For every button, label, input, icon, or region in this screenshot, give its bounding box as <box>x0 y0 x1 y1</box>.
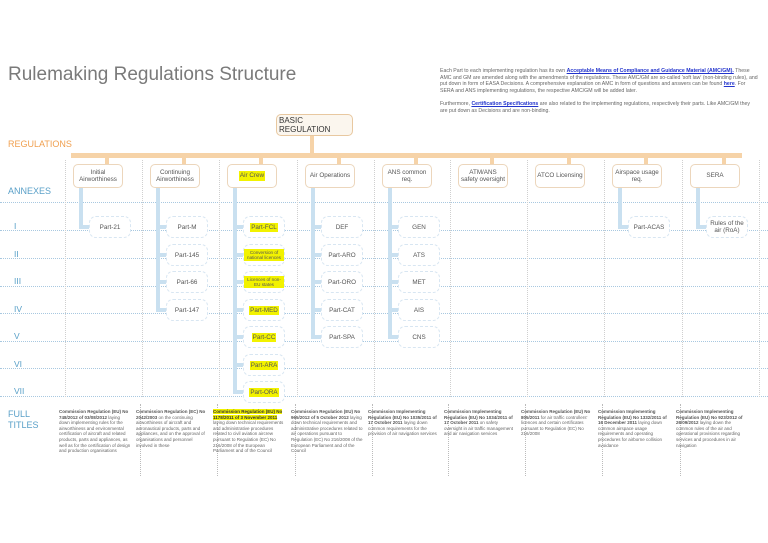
annex-row-label-vii: VII <box>14 386 25 396</box>
column-divider <box>374 160 375 397</box>
annex-row-label-v: V <box>14 331 20 341</box>
regulation-name: Initial Airworthiness <box>79 168 117 183</box>
part-label: Part-MED <box>250 306 278 314</box>
certification-specifications-link[interactable]: Certification Specifications <box>471 101 539 107</box>
column-divider <box>65 160 66 397</box>
annex-row-divider <box>0 368 768 369</box>
part-def[interactable] <box>321 216 363 238</box>
part-gen[interactable] <box>398 216 440 238</box>
column-divider <box>219 160 220 397</box>
part-label: Part-CAT <box>329 306 355 314</box>
annex-row-label-i: I <box>14 221 17 231</box>
amc-gm-link[interactable]: Acceptable Means of Compliance and Guidance Material (AMC/GM). <box>566 68 734 74</box>
part-label: MET <box>412 278 426 286</box>
cs-note-text-a: Furthermore, <box>440 101 470 107</box>
part-label: Rules of the air (RoA) <box>710 220 744 234</box>
full-title-7 <box>521 409 593 437</box>
part-part-m[interactable] <box>166 216 208 238</box>
part-part-66[interactable] <box>166 271 208 293</box>
part-part-spa[interactable] <box>321 326 363 348</box>
full-title-description: laying down common requirements for the provision of air navigation services <box>368 420 437 437</box>
part-part-aro[interactable] <box>321 244 363 266</box>
full-title-regulation-number: Commission Regulation (EU) No 748/2012 of 03/08/2012 <box>59 409 129 420</box>
part-label: Part-ACAS <box>633 223 665 231</box>
part-part-ara[interactable] <box>243 354 285 376</box>
regulation-name: ATM/ANS safety oversight <box>460 168 506 183</box>
amc-qa-link[interactable]: here <box>723 81 735 88</box>
part-cns[interactable] <box>398 326 440 348</box>
part-part-fcl[interactable] <box>243 216 285 238</box>
regulation-air-crew[interactable] <box>227 164 277 188</box>
full-title-description: on safety oversight in air traffic management and air navigation services <box>444 420 513 437</box>
annex-trunk-connector <box>79 188 83 227</box>
part-label: Part-21 <box>99 223 121 231</box>
full-title-regulation-number: Commission Regulation (EU) No 1178/2011 of 3 November 2011 <box>213 409 283 420</box>
part-ais[interactable] <box>398 299 440 321</box>
regulation-continuing-airworthiness[interactable] <box>150 164 200 188</box>
part-label: Part-M <box>177 223 197 231</box>
full-title-description: laying down technical requirements and administrative procedures related to air operations pursuant to Regulation (EC) No 216/2008 of the European Parliament and of the Council <box>291 414 363 454</box>
annex-row-divider <box>0 313 768 314</box>
annex-row-divider <box>0 202 768 203</box>
regulation-atm-ans-safety-oversight[interactable] <box>458 164 508 188</box>
annex-row-divider <box>0 258 768 259</box>
full-title-description: for air traffic controllers' licences and certain certificates pursuant to Regulation (EC) No 216/2008 <box>521 414 588 437</box>
part-conversion-of-national-licences[interactable] <box>243 244 285 266</box>
part-label: GEN <box>412 223 426 231</box>
annex-trunk-connector <box>156 188 160 310</box>
regulation-name: SERA <box>706 172 724 180</box>
column-divider <box>142 160 143 397</box>
full-title-description: laying down common airspace usage requirements and operating procedures for airborne collision avoidance <box>598 420 663 448</box>
annexes-label: ANNEXES <box>8 186 52 196</box>
part-label: Part-145 <box>174 251 200 259</box>
regulation-name: Air Crew <box>239 172 265 180</box>
regulation-bus-connector <box>71 153 742 158</box>
annex-row-label-iv: IV <box>14 304 23 314</box>
regulation-name: Air Operations <box>309 172 351 180</box>
full-title-6 <box>444 409 516 437</box>
annex-row-divider <box>0 341 768 342</box>
full-titles-label: FULL TITLES <box>8 409 39 430</box>
full-title-4 <box>291 409 363 454</box>
part-label: Conversion of national licences <box>244 249 284 262</box>
basic-regulation-box[interactable] <box>276 114 353 136</box>
part-part-cat[interactable] <box>321 299 363 321</box>
part-label: AIS <box>413 306 425 314</box>
annex-row-label-ii: II <box>14 249 19 259</box>
regulation-airspace-usage-req[interactable] <box>612 164 662 188</box>
part-label: ATS <box>413 251 425 259</box>
part-label: Part-ARA <box>250 361 278 369</box>
annex-row-label-iii: III <box>14 276 22 286</box>
annex-row-divider <box>0 286 768 287</box>
regulations-label: REGULATIONS <box>8 139 72 149</box>
full-title-2 <box>136 409 208 448</box>
column-divider <box>759 160 760 397</box>
part-part-145[interactable] <box>166 244 208 266</box>
part-licences-of-non-eu-states[interactable] <box>243 271 285 293</box>
regulation-name: Continuing Airworthiness <box>156 168 194 183</box>
regulation-atco-licensing[interactable] <box>535 164 585 188</box>
part-label: Part-ORA <box>250 388 278 396</box>
full-title-description: laying down implementing rules for the airworthiness and environmental certification of aircraft and related products, parts and appliances, as well as for the certification of design and production organisations <box>59 414 131 454</box>
regulation-name: ANS common req. <box>387 168 427 183</box>
full-title-3 <box>213 409 285 454</box>
column-divider <box>682 160 683 397</box>
annex-row-divider <box>0 396 768 397</box>
full-title-regulation-number: Commission Regulation (EU) No 965/2012 of 5 October 2012 <box>291 409 361 420</box>
basic-regulation-label: BASIC REGULATION <box>279 116 331 134</box>
full-title-regulation-number: Commission Implementing Regulation (EU) No 1035/2011 of 17 October 2011 <box>368 409 437 426</box>
page-title: Rulemaking Regulations Structure <box>8 64 297 85</box>
part-label: CNS <box>412 333 426 341</box>
annex-row-label-vi: VI <box>14 359 23 369</box>
amc-note-text-c: . For SERA and ANS implementing regulations, the respective AMC/GM will be added later. <box>440 81 746 94</box>
regulation-name: ATCO Licensing <box>537 172 583 180</box>
part-label: Part-66 <box>176 278 198 286</box>
full-title-description: on the continuing airworthiness of aircraft and aeronautical products, parts and appliances, and on the approval of organisations and personnel involved in these <box>136 414 205 448</box>
part-part-147[interactable] <box>166 299 208 321</box>
part-ats[interactable] <box>398 244 440 266</box>
column-divider <box>297 160 298 397</box>
part-label: Part-CC <box>252 333 276 341</box>
part-label: Part-SPA <box>329 333 355 341</box>
part-part-ora[interactable] <box>243 381 285 403</box>
part-part-acas[interactable] <box>628 216 670 238</box>
column-divider <box>450 160 451 397</box>
part-label: Part-FCL <box>251 223 277 231</box>
regulation-initial-airworthiness[interactable] <box>73 164 123 188</box>
part-met[interactable] <box>398 271 440 293</box>
full-title-5 <box>368 409 440 437</box>
part-part-med[interactable] <box>243 299 285 321</box>
column-divider <box>527 160 528 397</box>
annex-trunk-connector <box>618 188 622 227</box>
part-label: Part-ARO <box>328 251 356 259</box>
regulation-ans-common-req[interactable] <box>382 164 432 188</box>
part-part-21[interactable] <box>89 216 131 238</box>
full-title-9 <box>676 409 748 448</box>
full-title-regulation-number: Commission Implementing Regulation (EU) No 1034/2011 of 17 October 2011 <box>444 409 513 426</box>
full-title-1 <box>59 409 131 454</box>
full-title-regulation-number: Commission Regulation (EU) No 805/2011 <box>521 409 591 420</box>
annex-trunk-connector <box>233 188 237 392</box>
part-rules-of-the-air-roa[interactable] <box>706 216 748 238</box>
part-label: Part-ORO <box>328 278 356 286</box>
amc-note <box>440 68 758 94</box>
regulation-name: Airspace usage req. <box>615 168 659 183</box>
cs-note <box>440 101 758 114</box>
part-label: DEF <box>335 223 349 231</box>
full-title-regulation-number: Commission Implementing Regulation (EU) No 1332/2011 of 16 December 2011 <box>598 409 667 426</box>
basic-regulation-stem <box>310 134 314 155</box>
full-title-regulation-number: Commission Implementing Regulation (EU) No 923/2012 of 26/09/2012 <box>676 409 743 426</box>
part-part-oro[interactable] <box>321 271 363 293</box>
full-title-description: laying down technical requirements and administrative procedures related to civil aviation aircrew pursuant to Regulation (EC) No 216/2008 of the European Parliament and of the Council <box>213 420 284 454</box>
regulation-sera[interactable] <box>690 164 740 188</box>
regulation-air-operations[interactable] <box>305 164 355 188</box>
part-part-cc[interactable] <box>243 326 285 348</box>
full-title-8 <box>598 409 670 448</box>
cs-note-text-b: are also related to the implementing regulations, respectively their parts. Like AMC/GM they are put down as Decisions and are non-binding. <box>440 101 750 114</box>
full-title-description: laying down the common rules of the air and operational provisions regarding services and procedures in air navigation <box>676 420 741 448</box>
annex-trunk-connector <box>388 188 392 337</box>
column-divider <box>604 160 605 397</box>
amc-note-text-a: Each Part to each implementing regulation has its own <box>440 68 566 74</box>
amc-note-text-b: These AMC and GM are amended along with the amendments of the regulations. These AMC/GM are so-called 'soft law' (non-binding rules), and put down in form of EASA Decisions. A comprehensive explanation on AMC in form of questions and answers can be found <box>440 68 758 88</box>
part-label: Part-147 <box>174 306 200 314</box>
part-label: Licences of non-EU states <box>244 276 284 289</box>
annex-trunk-connector <box>696 188 700 227</box>
full-title-regulation-number: Commission Regulation (EC) No 2042/2003 <box>136 409 206 420</box>
annex-trunk-connector <box>311 188 315 337</box>
